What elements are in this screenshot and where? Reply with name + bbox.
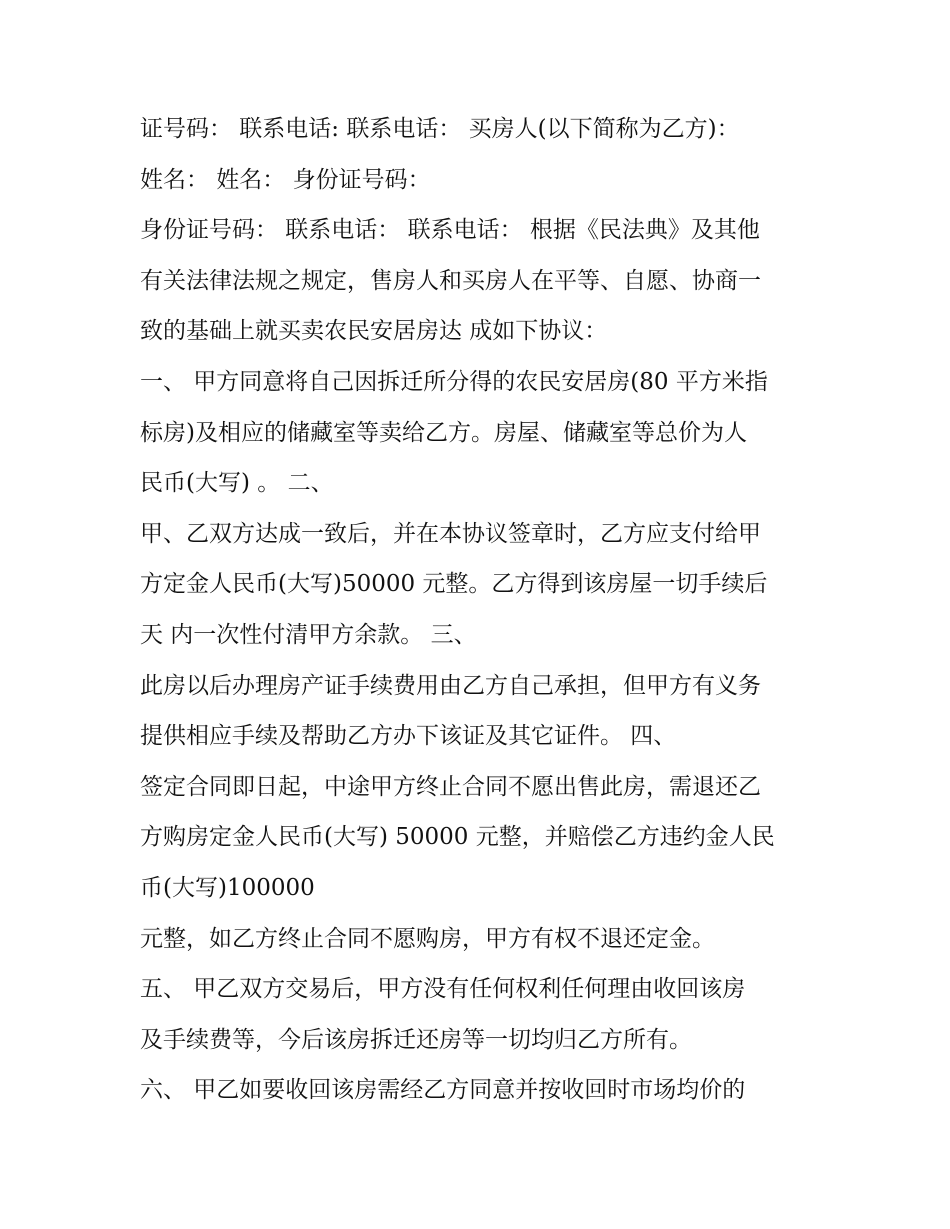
clause-3-line-2: 提供相应手续及帮助乙方办下该证及其它证件。 四、 (140, 723, 677, 750)
text-line-3: 身份证号码： 联系电话： 联系电话： 根据《民法典》及其他 (140, 217, 760, 244)
clause-4-line-3: 币(大写)100000 (140, 874, 315, 901)
clause-6-line-1: 六、 甲乙如要收回该房需经乙方同意并按收回时市场均价的 (140, 1077, 746, 1104)
clause-4-line-4: 元整，如乙方终止合同不愿购房，甲方有权不退还定金。 (140, 925, 715, 952)
text-line-1: 证号码： 联系电话: 联系电话： 买房人(以下简称为乙方)： (140, 116, 740, 142)
text-line-2: 姓名： 姓名： 身份证号码： (140, 166, 431, 193)
clause-4-line-2: 方购房定金人民币(大写) 50000 元整，并赔偿乙方违约金人民 (140, 824, 775, 851)
clause-2-line-1: 甲、乙双方达成一致后，并在本协议签章时，乙方应支付给甲 (140, 520, 761, 547)
clause-3-line-1: 此房以后办理房产证手续费用由乙方自己承担，但甲方有义务 (140, 672, 761, 699)
text-line-4: 有关法律法规之规定，售房人和买房人在平等、自愿、协商一 (140, 267, 761, 294)
clause-1-line-1: 一、 甲方同意将自己因拆迁所分得的农民安居房(80 平方米指 (140, 368, 768, 395)
clause-1-line-3: 民币(大写) 。 二、 (140, 470, 334, 497)
clause-2-line-3: 天 内一次性付清甲方余款。 三、 (140, 621, 477, 648)
clause-5-line-1: 五、 甲乙双方交易后，甲方没有任何权利任何理由收回该房 (140, 976, 746, 1003)
clause-5-line-2: 及手续费等，今后该房拆迁还房等一切均归乙方所有。 (140, 1026, 692, 1053)
clause-4-line-1: 签定合同即日起，中途甲方终止合同不愿出售此房，需退还乙 (140, 773, 761, 800)
clause-2-line-2: 方定金人民币(大写)50000 元整。乙方得到该房屋一切手续后 (140, 571, 768, 598)
text-line-5: 致的基础上就买卖农民安居房达 成如下协议： (140, 318, 608, 345)
clause-1-line-2: 标房)及相应的储藏室等卖给乙方。房屋、储藏室等总价为人 (140, 419, 747, 446)
document-body (140, 104, 830, 1116)
